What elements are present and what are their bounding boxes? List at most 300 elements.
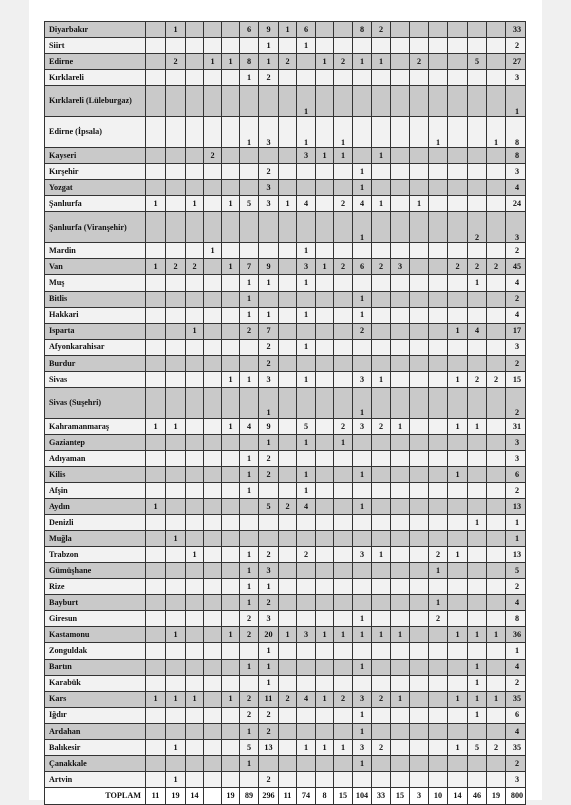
count-cell bbox=[222, 22, 240, 38]
count-cell: 2 bbox=[279, 499, 297, 515]
row-total-cell: 45 bbox=[506, 259, 526, 275]
count-cell bbox=[353, 243, 372, 259]
province-name: Kayseri bbox=[45, 148, 146, 164]
count-cell bbox=[372, 707, 391, 723]
count-cell: 3 bbox=[297, 627, 316, 643]
count-cell bbox=[316, 531, 334, 547]
count-cell bbox=[204, 466, 222, 482]
province-name: Bitlis bbox=[45, 291, 146, 307]
count-cell bbox=[316, 579, 334, 595]
count-cell bbox=[166, 355, 186, 371]
count-cell bbox=[410, 180, 429, 196]
count-cell bbox=[372, 387, 391, 418]
count-cell bbox=[316, 307, 334, 323]
count-cell bbox=[429, 659, 448, 675]
count-cell bbox=[279, 164, 297, 180]
count-cell bbox=[487, 643, 506, 659]
count-cell bbox=[353, 515, 372, 531]
count-cell bbox=[410, 563, 429, 579]
count-cell: 2 bbox=[259, 771, 279, 787]
count-cell bbox=[297, 563, 316, 579]
count-cell bbox=[468, 547, 487, 563]
count-cell: 3 bbox=[259, 196, 279, 212]
count-cell: 1 bbox=[316, 259, 334, 275]
count-cell bbox=[468, 499, 487, 515]
table-row bbox=[45, 659, 526, 675]
count-cell bbox=[487, 771, 506, 787]
count-cell bbox=[391, 531, 410, 547]
count-cell bbox=[487, 707, 506, 723]
count-cell bbox=[316, 515, 334, 531]
count-cell bbox=[429, 466, 448, 482]
count-cell: 1 bbox=[353, 755, 372, 771]
count-cell bbox=[429, 387, 448, 418]
count-cell bbox=[204, 275, 222, 291]
count-cell: 7 bbox=[259, 323, 279, 339]
count-cell: 1 bbox=[353, 212, 372, 243]
count-cell bbox=[297, 323, 316, 339]
province-name: Afyonkarahisar bbox=[45, 339, 146, 355]
count-cell: 1 bbox=[297, 482, 316, 498]
count-cell bbox=[334, 339, 353, 355]
count-cell bbox=[391, 643, 410, 659]
count-cell bbox=[204, 611, 222, 627]
count-cell bbox=[487, 164, 506, 180]
count-cell bbox=[448, 482, 468, 498]
count-cell bbox=[468, 86, 487, 117]
count-cell bbox=[166, 659, 186, 675]
count-cell: 3 bbox=[353, 739, 372, 755]
count-cell bbox=[410, 547, 429, 563]
count-cell: 2 bbox=[468, 259, 487, 275]
count-cell bbox=[487, 531, 506, 547]
province-name: Isparta bbox=[45, 323, 146, 339]
count-cell bbox=[279, 659, 297, 675]
province-name: Afşin bbox=[45, 482, 146, 498]
count-cell bbox=[334, 659, 353, 675]
count-cell bbox=[391, 563, 410, 579]
count-cell: 1 bbox=[316, 691, 334, 707]
count-cell bbox=[391, 707, 410, 723]
count-cell bbox=[429, 739, 448, 755]
count-cell bbox=[448, 212, 468, 243]
count-cell: 1 bbox=[297, 434, 316, 450]
count-cell bbox=[353, 70, 372, 86]
count-cell bbox=[334, 611, 353, 627]
count-cell bbox=[240, 771, 259, 787]
row-total-cell: 6 bbox=[506, 707, 526, 723]
count-cell bbox=[186, 54, 204, 70]
count-cell bbox=[410, 579, 429, 595]
count-cell: 1 bbox=[429, 117, 448, 148]
count-cell bbox=[448, 339, 468, 355]
count-cell bbox=[334, 723, 353, 739]
count-cell bbox=[166, 86, 186, 117]
count-cell: 3 bbox=[259, 180, 279, 196]
count-cell bbox=[372, 70, 391, 86]
province-name: Rize bbox=[45, 579, 146, 595]
province-name: Aydın bbox=[45, 499, 146, 515]
count-cell bbox=[279, 371, 297, 387]
count-cell: 3 bbox=[259, 371, 279, 387]
count-cell bbox=[146, 466, 166, 482]
count-cell bbox=[166, 482, 186, 498]
count-cell: 3 bbox=[259, 117, 279, 148]
count-cell bbox=[279, 755, 297, 771]
count-cell bbox=[410, 482, 429, 498]
count-cell bbox=[166, 547, 186, 563]
count-cell bbox=[166, 675, 186, 691]
count-cell: 5 bbox=[297, 418, 316, 434]
count-cell: 1 bbox=[353, 307, 372, 323]
table-row bbox=[45, 259, 526, 275]
count-cell bbox=[146, 70, 166, 86]
row-total-cell: 2 bbox=[506, 243, 526, 259]
count-cell bbox=[146, 22, 166, 38]
count-cell bbox=[353, 482, 372, 498]
count-cell bbox=[410, 307, 429, 323]
count-cell bbox=[240, 148, 259, 164]
count-cell: 2 bbox=[259, 164, 279, 180]
count-cell bbox=[487, 482, 506, 498]
count-cell bbox=[391, 611, 410, 627]
province-name: Kırklareli bbox=[45, 70, 146, 86]
count-cell bbox=[468, 180, 487, 196]
count-cell: 1 bbox=[259, 275, 279, 291]
count-cell bbox=[410, 659, 429, 675]
count-cell bbox=[204, 755, 222, 771]
count-cell bbox=[186, 164, 204, 180]
count-cell bbox=[429, 482, 448, 498]
count-cell bbox=[468, 291, 487, 307]
column-total-cell: 8 bbox=[316, 787, 334, 804]
table-row bbox=[45, 196, 526, 212]
count-cell: 1 bbox=[316, 739, 334, 755]
count-cell: 1 bbox=[279, 22, 297, 38]
count-cell bbox=[391, 275, 410, 291]
count-cell bbox=[334, 355, 353, 371]
count-cell bbox=[146, 86, 166, 117]
count-cell bbox=[410, 707, 429, 723]
count-cell: 2 bbox=[259, 595, 279, 611]
count-cell bbox=[279, 275, 297, 291]
count-cell: 1 bbox=[186, 196, 204, 212]
province-name: Muş bbox=[45, 275, 146, 291]
count-cell bbox=[429, 579, 448, 595]
row-total-cell: 2 bbox=[506, 755, 526, 771]
count-cell bbox=[334, 70, 353, 86]
count-cell bbox=[353, 38, 372, 54]
count-cell bbox=[166, 371, 186, 387]
province-name: Giresun bbox=[45, 611, 146, 627]
count-cell: 2 bbox=[487, 739, 506, 755]
count-cell bbox=[204, 117, 222, 148]
count-cell: 1 bbox=[186, 323, 204, 339]
count-cell bbox=[391, 771, 410, 787]
count-cell bbox=[372, 212, 391, 243]
count-cell bbox=[391, 86, 410, 117]
table-row bbox=[45, 22, 526, 38]
count-cell bbox=[297, 164, 316, 180]
count-cell bbox=[410, 611, 429, 627]
count-cell: 1 bbox=[468, 659, 487, 675]
row-total-cell: 1 bbox=[506, 515, 526, 531]
count-cell bbox=[487, 291, 506, 307]
province-name: Kastamonu bbox=[45, 627, 146, 643]
count-cell: 8 bbox=[240, 54, 259, 70]
count-cell bbox=[334, 291, 353, 307]
table-row bbox=[45, 418, 526, 434]
count-cell bbox=[297, 707, 316, 723]
count-cell bbox=[186, 466, 204, 482]
count-cell bbox=[391, 579, 410, 595]
count-cell bbox=[487, 70, 506, 86]
count-cell bbox=[279, 180, 297, 196]
count-cell: 1 bbox=[297, 371, 316, 387]
count-cell bbox=[316, 117, 334, 148]
count-cell bbox=[448, 387, 468, 418]
count-cell bbox=[204, 291, 222, 307]
count-cell bbox=[222, 434, 240, 450]
count-cell: 2 bbox=[468, 371, 487, 387]
count-cell bbox=[487, 450, 506, 466]
row-total-cell: 35 bbox=[506, 691, 526, 707]
count-cell bbox=[186, 659, 204, 675]
count-cell bbox=[334, 466, 353, 482]
count-cell bbox=[186, 86, 204, 117]
count-cell bbox=[279, 739, 297, 755]
count-cell bbox=[146, 482, 166, 498]
column-total-cell: 19 bbox=[166, 787, 186, 804]
count-cell bbox=[487, 659, 506, 675]
count-cell bbox=[429, 259, 448, 275]
table-row bbox=[45, 675, 526, 691]
count-cell bbox=[240, 38, 259, 54]
count-cell bbox=[222, 117, 240, 148]
province-name: Edirne bbox=[45, 54, 146, 70]
count-cell bbox=[146, 579, 166, 595]
province-name: Iğdır bbox=[45, 707, 146, 723]
column-total-cell: 74 bbox=[297, 787, 316, 804]
count-cell bbox=[204, 180, 222, 196]
row-total-cell: 3 bbox=[506, 339, 526, 355]
row-total-cell: 4 bbox=[506, 275, 526, 291]
count-cell bbox=[448, 243, 468, 259]
count-cell: 4 bbox=[353, 196, 372, 212]
count-cell bbox=[448, 707, 468, 723]
count-cell bbox=[448, 70, 468, 86]
count-cell bbox=[391, 450, 410, 466]
count-cell bbox=[279, 515, 297, 531]
count-cell: 1 bbox=[259, 54, 279, 70]
count-cell: 1 bbox=[334, 434, 353, 450]
count-cell bbox=[429, 643, 448, 659]
count-cell bbox=[240, 531, 259, 547]
count-cell bbox=[297, 355, 316, 371]
count-cell bbox=[259, 515, 279, 531]
count-cell bbox=[372, 482, 391, 498]
count-cell bbox=[204, 595, 222, 611]
count-cell bbox=[186, 70, 204, 86]
count-cell bbox=[279, 450, 297, 466]
count-cell bbox=[316, 70, 334, 86]
count-cell bbox=[391, 323, 410, 339]
count-cell: 1 bbox=[372, 371, 391, 387]
count-cell: 1 bbox=[487, 117, 506, 148]
count-cell bbox=[353, 117, 372, 148]
count-cell bbox=[334, 755, 353, 771]
count-cell: 1 bbox=[279, 627, 297, 643]
count-cell bbox=[448, 531, 468, 547]
count-cell bbox=[391, 595, 410, 611]
count-cell bbox=[372, 531, 391, 547]
table-row bbox=[45, 54, 526, 70]
count-cell: 2 bbox=[468, 212, 487, 243]
count-cell bbox=[391, 38, 410, 54]
count-cell bbox=[334, 275, 353, 291]
table-row bbox=[45, 355, 526, 371]
row-total-cell: 2 bbox=[506, 355, 526, 371]
count-cell bbox=[204, 450, 222, 466]
count-cell: 2 bbox=[240, 707, 259, 723]
count-cell bbox=[186, 275, 204, 291]
count-cell bbox=[166, 611, 186, 627]
statistics-table bbox=[44, 21, 526, 805]
count-cell bbox=[448, 148, 468, 164]
count-cell: 1 bbox=[204, 54, 222, 70]
count-cell bbox=[186, 418, 204, 434]
count-cell bbox=[166, 275, 186, 291]
count-cell bbox=[240, 515, 259, 531]
table-row bbox=[45, 387, 526, 418]
count-cell bbox=[222, 339, 240, 355]
table-row bbox=[45, 212, 526, 243]
count-cell: 1 bbox=[297, 739, 316, 755]
count-cell: 1 bbox=[297, 117, 316, 148]
count-cell bbox=[240, 180, 259, 196]
province-name: Adıyaman bbox=[45, 450, 146, 466]
table-row bbox=[45, 38, 526, 54]
count-cell bbox=[166, 307, 186, 323]
count-cell bbox=[372, 243, 391, 259]
count-cell bbox=[240, 499, 259, 515]
count-cell bbox=[186, 355, 204, 371]
count-cell bbox=[410, 259, 429, 275]
count-cell bbox=[146, 387, 166, 418]
count-cell: 1 bbox=[222, 691, 240, 707]
count-cell: 1 bbox=[391, 418, 410, 434]
count-cell: 2 bbox=[448, 259, 468, 275]
column-total-cell: 33 bbox=[372, 787, 391, 804]
count-cell bbox=[186, 771, 204, 787]
count-cell bbox=[468, 307, 487, 323]
count-cell bbox=[279, 466, 297, 482]
row-total-cell: 27 bbox=[506, 54, 526, 70]
count-cell bbox=[316, 355, 334, 371]
count-cell bbox=[487, 307, 506, 323]
column-total-cell: 104 bbox=[353, 787, 372, 804]
count-cell bbox=[334, 86, 353, 117]
count-cell bbox=[448, 659, 468, 675]
count-cell bbox=[186, 707, 204, 723]
count-cell bbox=[146, 212, 166, 243]
count-cell bbox=[316, 86, 334, 117]
count-cell bbox=[186, 117, 204, 148]
count-cell bbox=[279, 355, 297, 371]
count-cell bbox=[487, 212, 506, 243]
count-cell bbox=[279, 547, 297, 563]
table-row bbox=[45, 466, 526, 482]
count-cell: 2 bbox=[334, 54, 353, 70]
count-cell bbox=[487, 323, 506, 339]
count-cell: 11 bbox=[259, 691, 279, 707]
count-cell bbox=[316, 22, 334, 38]
count-cell bbox=[240, 339, 259, 355]
table-row bbox=[45, 771, 526, 787]
count-cell bbox=[166, 579, 186, 595]
count-cell bbox=[468, 579, 487, 595]
column-total-cell bbox=[204, 787, 222, 804]
count-cell bbox=[468, 771, 487, 787]
column-total-cell: 19 bbox=[487, 787, 506, 804]
count-cell bbox=[240, 86, 259, 117]
count-cell bbox=[391, 148, 410, 164]
count-cell: 1 bbox=[353, 387, 372, 418]
row-total-cell: 8 bbox=[506, 148, 526, 164]
column-total-cell: 46 bbox=[468, 787, 487, 804]
count-cell bbox=[429, 691, 448, 707]
count-cell bbox=[222, 579, 240, 595]
count-cell bbox=[259, 755, 279, 771]
count-cell bbox=[391, 212, 410, 243]
count-cell bbox=[334, 563, 353, 579]
count-cell bbox=[372, 38, 391, 54]
count-cell bbox=[372, 611, 391, 627]
count-cell bbox=[146, 275, 166, 291]
count-cell bbox=[316, 659, 334, 675]
count-cell bbox=[429, 275, 448, 291]
count-cell bbox=[186, 579, 204, 595]
count-cell bbox=[334, 450, 353, 466]
count-cell: 13 bbox=[259, 739, 279, 755]
province-name: Diyarbakır bbox=[45, 22, 146, 38]
province-name: Şanlıurfa (Viranşehir) bbox=[45, 212, 146, 243]
count-cell bbox=[146, 771, 166, 787]
count-cell bbox=[297, 387, 316, 418]
row-total-cell: 8 bbox=[506, 117, 526, 148]
count-cell bbox=[391, 659, 410, 675]
count-cell bbox=[410, 291, 429, 307]
count-cell bbox=[372, 579, 391, 595]
count-cell bbox=[240, 387, 259, 418]
count-cell bbox=[353, 86, 372, 117]
count-cell bbox=[487, 675, 506, 691]
count-cell bbox=[166, 723, 186, 739]
count-cell: 1 bbox=[448, 323, 468, 339]
count-cell bbox=[429, 707, 448, 723]
count-cell bbox=[146, 547, 166, 563]
row-total-cell: 15 bbox=[506, 371, 526, 387]
count-cell: 5 bbox=[468, 54, 487, 70]
count-cell: 1 bbox=[240, 563, 259, 579]
count-cell: 3 bbox=[353, 418, 372, 434]
count-cell bbox=[468, 611, 487, 627]
count-cell: 1 bbox=[448, 627, 468, 643]
count-cell: 5 bbox=[468, 739, 487, 755]
row-total-cell: 3 bbox=[506, 450, 526, 466]
count-cell: 2 bbox=[372, 418, 391, 434]
count-cell bbox=[166, 196, 186, 212]
